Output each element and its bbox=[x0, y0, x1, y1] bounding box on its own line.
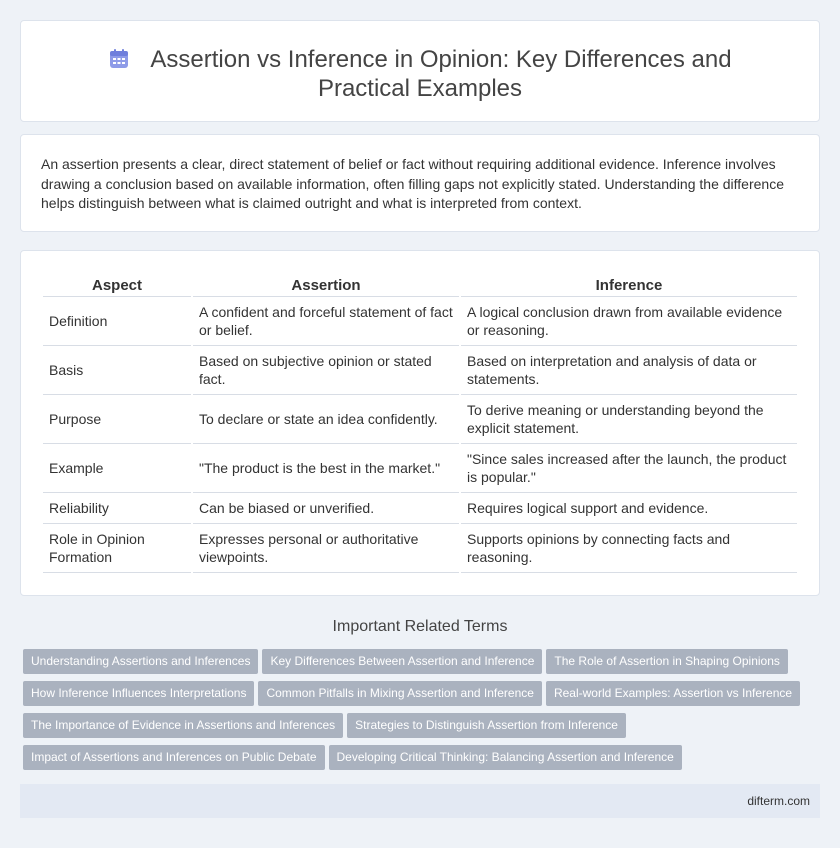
table-cell: Requires logical support and evidence. bbox=[461, 493, 797, 524]
comparison-table-card bbox=[20, 250, 820, 596]
table-row bbox=[43, 297, 797, 346]
table-header-row bbox=[43, 271, 797, 297]
table-row bbox=[43, 493, 797, 524]
table-cell: Basis bbox=[43, 346, 191, 395]
table-cell: "The product is the best in the market." bbox=[193, 444, 459, 493]
table-row bbox=[43, 395, 797, 444]
header-card bbox=[20, 20, 820, 122]
table-cell: Supports opinions by connecting facts and reasoning. bbox=[461, 524, 797, 573]
column-header-aspect: Aspect bbox=[43, 271, 191, 297]
tag-row bbox=[23, 745, 686, 770]
table-row bbox=[43, 524, 797, 573]
table-cell: Example bbox=[43, 444, 191, 493]
tag-row bbox=[23, 713, 630, 738]
table-cell: Expresses personal or authoritative viewpoints. bbox=[193, 524, 459, 573]
table-cell: To derive meaning or understanding beyond the explicit statement. bbox=[461, 395, 797, 444]
tag-row bbox=[23, 649, 792, 674]
table-cell: Role in Opinion Formation bbox=[43, 524, 191, 573]
table-cell: Can be biased or unverified. bbox=[193, 493, 459, 524]
related-term-link[interactable]: Strategies to Distinguish Assertion from Inference bbox=[347, 713, 626, 738]
related-term-link[interactable]: The Importance of Evidence in Assertions and Inferences bbox=[23, 713, 343, 738]
site-link[interactable]: difterm.com bbox=[747, 794, 810, 808]
table-cell: Purpose bbox=[43, 395, 191, 444]
table-cell: Definition bbox=[43, 297, 191, 346]
table-cell: To declare or state an idea confidently. bbox=[193, 395, 459, 444]
related-term-link[interactable]: Real-world Examples: Assertion vs Inference bbox=[546, 681, 800, 706]
related-term-link[interactable]: Key Differences Between Assertion and Inference bbox=[262, 649, 542, 674]
table-cell: A confident and forceful statement of fact or belief. bbox=[193, 297, 459, 346]
calendar-grid-icon bbox=[108, 48, 130, 70]
related-term-link[interactable]: Impact of Assertions and Inferences on Public Debate bbox=[23, 745, 325, 770]
table-cell: Reliability bbox=[43, 493, 191, 524]
comparison-table bbox=[41, 271, 799, 573]
intro-text: An assertion presents a clear, direct statement of belief or fact without requiring additional evidence. Inference involves drawing a conclusion based on available information, often filling gaps not explicitly stated. Understanding the difference helps distinguish between what is claimed outright and what is interpreted from context. bbox=[41, 156, 784, 211]
table-row bbox=[43, 346, 797, 395]
related-term-link[interactable]: Common Pitfalls in Mixing Assertion and Inference bbox=[258, 681, 541, 706]
tag-row bbox=[23, 681, 804, 706]
table-cell: Based on subjective opinion or stated fact. bbox=[193, 346, 459, 395]
table-cell: A logical conclusion drawn from available evidence or reasoning. bbox=[461, 297, 797, 346]
page-title bbox=[21, 45, 819, 103]
related-term-link[interactable]: The Role of Assertion in Shaping Opinions bbox=[546, 649, 787, 674]
related-terms-heading: Important Related Terms bbox=[332, 618, 508, 635]
intro-card bbox=[20, 134, 820, 232]
page-title-text: Assertion vs Inference in Opinion: Key Differences and Practical Examples bbox=[150, 46, 732, 102]
table-row bbox=[43, 444, 797, 493]
table-cell: Based on interpretation and analysis of data or statements. bbox=[461, 346, 797, 395]
column-header-assertion: Assertion bbox=[193, 271, 459, 297]
footer bbox=[20, 784, 820, 818]
related-term-link[interactable]: Developing Critical Thinking: Balancing Assertion and Inference bbox=[329, 745, 682, 770]
related-term-link[interactable]: Understanding Assertions and Inferences bbox=[23, 649, 258, 674]
related-term-link[interactable]: How Inference Influences Interpretations bbox=[23, 681, 254, 706]
table-cell: "Since sales increased after the launch, the product is popular." bbox=[461, 444, 797, 493]
column-header-inference: Inference bbox=[461, 271, 797, 297]
